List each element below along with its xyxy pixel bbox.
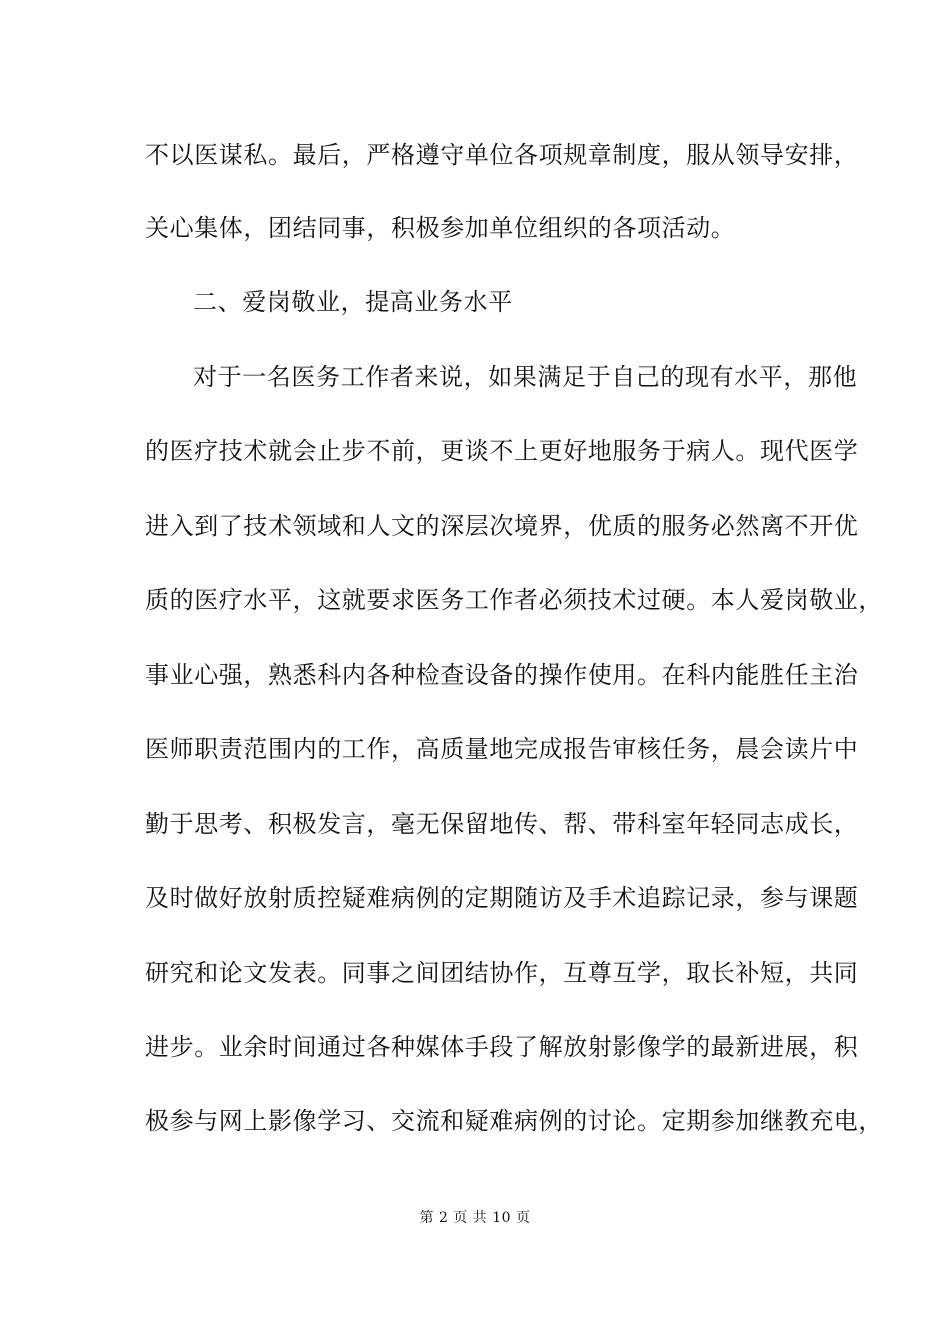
body-text-line: 的医疗技术就会止步不前，更谈不上更好地服务于病人。现代医学	[145, 437, 859, 465]
body-text-line: 医师职责范围内的工作，高质量地完成报告审核任务，晨会读片中	[145, 735, 859, 763]
body-text-line: 及时做好放射质控疑难病例的定期随访及手术追踪记录，参与课题	[145, 884, 859, 912]
section-heading: 二、爱岗敬业，提高业务水平	[193, 288, 513, 316]
body-text-line: 进入到了技术领域和人文的深层次境界，优质的服务必然离不开优	[145, 512, 859, 540]
page-number-footer: 第 2 页 共 10 页	[419, 1210, 531, 1226]
body-text-line: 质的医疗水平，这就要求医务工作者必须技术过硬。本人爱岗敬业，	[145, 586, 883, 614]
body-text-line: 极参与网上影像学习、交流和疑难病例的讨论。定期参加继教充电，	[145, 1107, 883, 1135]
body-text-line: 研究和论文发表。同事之间团结协作，互尊互学，取长补短，共同	[145, 959, 859, 987]
body-text-line: 对于一名医务工作者来说，如果满足于自己的现有水平，那他	[193, 363, 858, 391]
body-text-line: 事业心强，熟悉科内各种检查设备的操作使用。在科内能胜任主治	[145, 661, 859, 689]
body-text-line: 勤于思考、积极发言，毫无保留地传、帮、带科室年轻同志成长，	[145, 810, 859, 838]
body-text-line: 不以医谋私。最后，严格遵守单位各项规章制度，服从领导安排，	[145, 141, 859, 169]
body-text-line: 进步。业余时间通过各种媒体手段了解放射影像学的最新进展，积	[145, 1033, 859, 1061]
body-text-line: 关心集体，团结同事，积极参加单位组织的各项活动。	[145, 214, 736, 242]
